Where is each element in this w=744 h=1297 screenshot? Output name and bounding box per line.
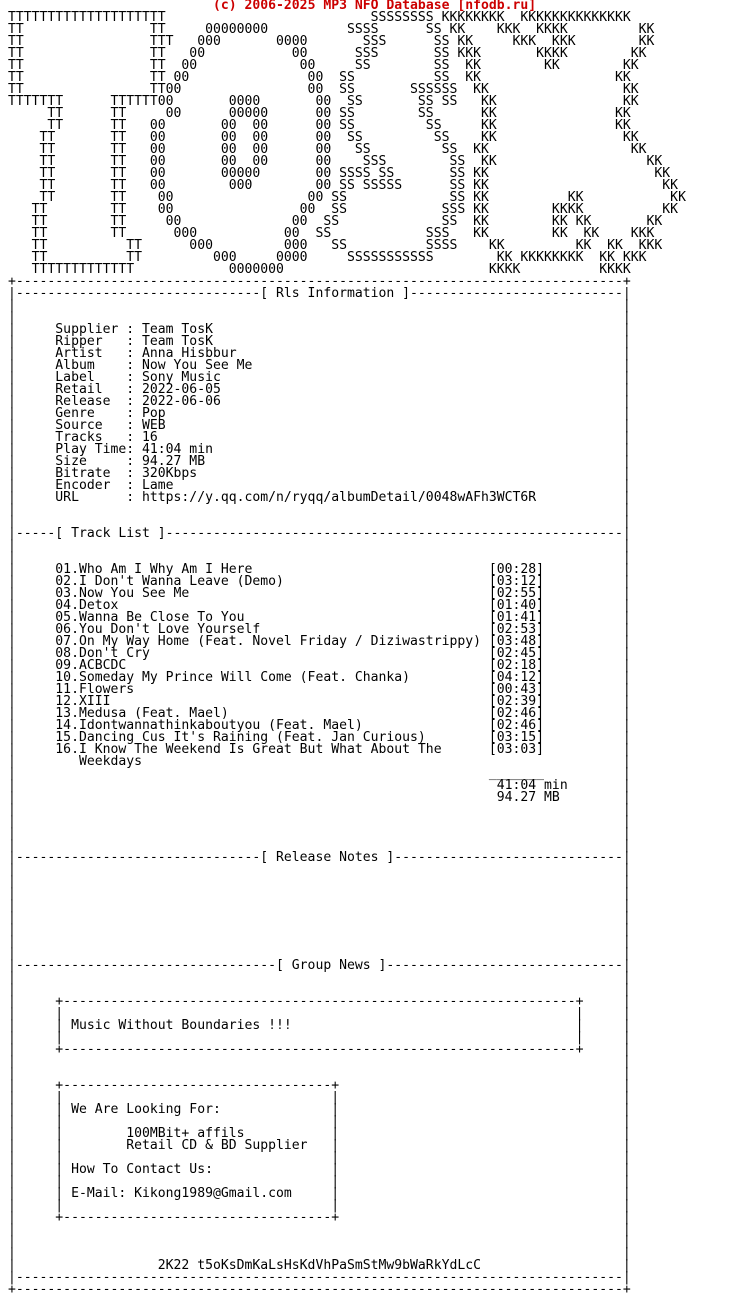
nfo-line: TTTTTTTTTTTTT 0000000 KKKK KKKK <box>8 262 631 277</box>
nfo-line: | | | | <box>8 1150 631 1165</box>
nfo-line: | | 100MBit+ affils | | <box>8 1126 631 1141</box>
nfo-line: | 08.Don't Cry [02:45] | <box>8 646 631 661</box>
nfo-line: | 2K22 t5oKsDmKaLsHsKdVhPaSmStMw9bWaRkYdLcC | <box>8 1258 631 1273</box>
nfo-line: TT TTT 000 0000 SSS SS KK KKK KKK KK <box>8 34 655 49</box>
nfo-document <box>8 0 686 1296</box>
nfo-line: TT TT 00 00000 00 SSSS SS SS KK KK <box>8 166 671 181</box>
nfo-line: | | <box>8 934 631 949</box>
nfodb-credit-link[interactable]: (c) 2006-2025 MP3 NFO Database [nfodb.ru] <box>212 0 537 13</box>
nfo-line: | | <box>8 1222 631 1237</box>
nfo-line: | | | | <box>8 1114 631 1129</box>
nfo-line: | Album : Now You See Me | <box>8 358 631 373</box>
nfo-line: TT TT 00 00 00 00 SS SS KK KK <box>8 130 639 145</box>
nfo-line: | 16.I Know The Weekend Is Great But What About The [03:03] | <box>8 742 631 757</box>
nfo-line: | Encoder : Lame | <box>8 478 631 493</box>
nfo-line: | 12.XIII [02:39] | <box>8 694 631 709</box>
nfo-line: |-----------------------------------------------------------------------------| <box>8 1270 631 1285</box>
nfo-line: | | <box>8 550 631 565</box>
nfo-line: | 10.Someday My Prince Will Come (Feat. Chanka) [04:12] | <box>8 670 631 685</box>
nfo-line: | +-----------------------------------------------------------------+ | <box>8 994 631 1009</box>
nfo-line: TT TT 00 00 00 00 SS SS KK KK <box>8 118 631 133</box>
nfo-line: | 06.You Don't Love Yourself [02:53] | <box>8 622 631 637</box>
nfo-line: | | <box>8 982 631 997</box>
nfo-line: TT TT 00000000 SSSS SS KK KKK KKKK KK <box>8 22 655 37</box>
nfo-line: | | <box>8 1054 631 1069</box>
nfo-line: | | <box>8 514 631 529</box>
nfo-line: | | <box>8 1246 631 1261</box>
nfo-line: TT TT 00 00 SSS SS KKK KKKK KK <box>8 46 647 61</box>
nfo-line: TTTTTTT TTTTTT00 0000 00 SS SS SS KK KK <box>8 94 639 109</box>
nfo-line: | 04.Detox [01:40] | <box>8 598 631 613</box>
nfo-line: | | <box>8 946 631 961</box>
nfo-line: | 94.27 MB | <box>8 790 631 805</box>
nfo-line: TT TT 00 00 SS SSS KK KKKK KK <box>8 202 679 217</box>
nfo-line: | | We Are Looking For: | | <box>8 1102 631 1117</box>
nfo-line: | Label : Sony Music | <box>8 370 631 385</box>
nfo-line: | | <box>8 874 631 889</box>
nfo-line: | Source : WEB | <box>8 418 631 433</box>
nfo-line: | 05.Wanna Be Close To You [01:41] | <box>8 610 631 625</box>
nfo-line: | | | | <box>8 1006 631 1021</box>
nfo-line: TT TT 00 00000 00 SS SS KK KK <box>8 106 631 121</box>
nfo-line: | | How To Contact Us: | | <box>8 1162 631 1177</box>
nfo-line: | 02.I Don't Wanna Leave (Demo) [03:12] | <box>8 574 631 589</box>
nfo-line: | URL : https://y.qq.com/n/ryqq/albumDetail/0048wAFh3WCT6R | <box>8 490 631 505</box>
nfo-line: +-----------------------------------------------------------------------------+ <box>8 1282 631 1297</box>
nfo-line: | 41:04 min | <box>8 778 631 793</box>
nfo-line: | | | | <box>8 1030 631 1045</box>
nfo-line: | | <box>8 826 631 841</box>
nfo-line: TT TT00 00 SS SSSSSS KK KK <box>8 82 639 97</box>
nfo-line: | | <box>8 814 631 829</box>
nfo-line: | 15.Dancing Cus It's Raining (Feat. Jan Curious) [03:15] | <box>8 730 631 745</box>
nfo-body <box>8 12 686 1296</box>
nfo-line: | | <box>8 922 631 937</box>
nfo-line: | | <box>8 298 631 313</box>
nfo-line: | | <box>8 802 631 817</box>
nfo-line: | | <box>8 970 631 985</box>
nfo-line: | | <box>8 538 631 553</box>
nfo-line: | Genre : Pop | <box>8 406 631 421</box>
nfo-line: |-----[ Track List ]----------------------------------------------------------| <box>8 526 631 541</box>
nfo-line: | _______ | <box>8 766 631 781</box>
nfo-line: | | <box>8 502 631 517</box>
nfo-line: | Retail : 2022-06-05 | <box>8 382 631 397</box>
nfo-line: | Bitrate : 320Kbps | <box>8 466 631 481</box>
nfo-line: | Size : 94.27 MB | <box>8 454 631 469</box>
nfo-line: | +----------------------------------+ | <box>8 1210 631 1225</box>
nfo-line: | Ripper : Team TosK | <box>8 334 631 349</box>
nfo-line: | 09.ACBCDC [02:18] | <box>8 658 631 673</box>
nfo-line: TTTTTTTTTTTTTTTTTTTT SSSSSSSS KKKKKKKK KKKKKKKKKKKKKK <box>8 10 631 25</box>
nfo-line: | | <box>8 862 631 877</box>
nfo-line: |-------------------------------[ Release Notes ]-----------------------------| <box>8 850 631 865</box>
nfo-line: | 11.Flowers [00:43] | <box>8 682 631 697</box>
nfo-line: | Artist : Anna Hisbbur | <box>8 346 631 361</box>
nfo-line: TT TT 000 000 SS SSSS KK KK KK KKK <box>8 238 663 253</box>
nfo-line: | | <box>8 1234 631 1249</box>
nfo-line: | Weekdays | <box>8 754 631 769</box>
nfo-line: TT TT 00 00 SS SS KK KK <box>8 70 631 85</box>
nfo-line: TT TT 00 00 SS SS KK KK KK <box>8 58 639 73</box>
nfo-line: | 03.Now You See Me [02:55] | <box>8 586 631 601</box>
nfo-line: | | | | <box>8 1090 631 1105</box>
nfo-line: TT TT 00 00 SS SS KK KK KK <box>8 190 686 205</box>
nfo-line: | +----------------------------------+ | <box>8 1078 631 1093</box>
nfo-line: | | <box>8 310 631 325</box>
nfo-line: | | <box>8 838 631 853</box>
nfo-line: | | <box>8 1066 631 1081</box>
nfo-line: | | | | <box>8 1174 631 1189</box>
nfo-line: | | | | <box>8 1198 631 1213</box>
nfo-line: TT TT 00 00 SS SS KK KK KK KK <box>8 214 663 229</box>
nfo-line: | Play Time: 41:04 min | <box>8 442 631 457</box>
nfo-line: | | E-Mail: Kikong1989@Gmail.com | | <box>8 1186 631 1201</box>
nfo-line: | +-----------------------------------------------------------------+ | <box>8 1042 631 1057</box>
nfo-line: +-----------------------------------------------------------------------------+ <box>8 274 631 289</box>
nfo-line: | | <box>8 898 631 913</box>
nfo-line: | Release : 2022-06-06 | <box>8 394 631 409</box>
nfo-line: TT TT 000 0000 SSSSSSSSSSS KK KKKKKKKK KK KKK <box>8 250 647 265</box>
nfo-line: | | Music Without Boundaries !!! | | <box>8 1018 631 1033</box>
nfo-line: | 14.Idontwannathinkaboutyou (Feat. Mael) [02:46] | <box>8 718 631 733</box>
nfo-line: |---------------------------------[ Group News ]------------------------------| <box>8 958 631 973</box>
nfo-line: | 01.Who Am I Why Am I Here [00:28] | <box>8 562 631 577</box>
nfo-line: | | <box>8 886 631 901</box>
nfo-line: TT TT 00 00 00 00 SSS SS KK KK <box>8 154 663 169</box>
nfo-line: TT TT 000 00 SS SSS KK KK KK KKK <box>8 226 655 241</box>
nfo-line: | 07.On My Way Home (Feat. Novel Friday / Diziwastrippy) [03:48] | <box>8 634 631 649</box>
nfo-line: | | <box>8 910 631 925</box>
nfo-line: | | Retail CD & BD Supplier | | <box>8 1138 631 1153</box>
nfo-line: TT TT 00 00 00 00 SS SS KK KK <box>8 142 647 157</box>
nfo-line: TT TT 00 000 00 SS SSSSS SS KK KK <box>8 178 679 193</box>
nfo-line: |-------------------------------[ Rls Information ]---------------------------| <box>8 286 631 301</box>
nfo-line: | Tracks : 16 | <box>8 430 631 445</box>
nfo-line: | Supplier : Team TosK | <box>8 322 631 337</box>
nfo-line: | 13.Medusa (Feat. Mael) [02:46] | <box>8 706 631 721</box>
